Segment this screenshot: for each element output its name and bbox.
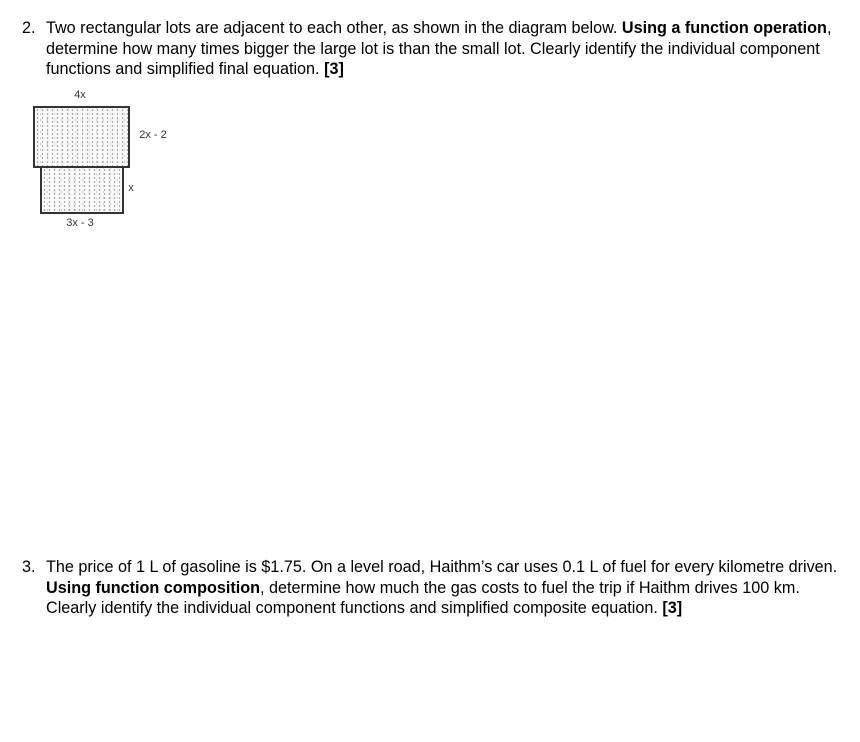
text-run: , determine how much the gas costs to fuel the trip if Haithm drives 100 km. Clearly identify the individual component functions and simplified composite equation. — [46, 578, 800, 618]
small-height-label: x — [128, 182, 134, 194]
question-text — [46, 18, 846, 80]
large-lot — [33, 106, 130, 168]
marks: [3] — [324, 60, 344, 79]
bold-run: Using a function operation — [621, 19, 827, 37]
small-width-label: 3x - 3 — [66, 217, 94, 229]
text-run: The price of 1 L of gasoline is $1.75. On a level road, Haithm’s car uses 0.1 L of fuel for every kilometre driven. — [46, 558, 838, 576]
question-number: 3. — [22, 558, 36, 576]
text-run: , determine how many times bigger the large lot is than the small lot. Clearly identify the individual component functions and simplified final equation. — [46, 19, 832, 79]
marks: [3] — [662, 599, 683, 618]
small-lot — [40, 166, 124, 214]
large-height-label: 2x - 2 — [139, 129, 167, 141]
question-number: 2. — [22, 19, 36, 37]
large-width-label: 4x — [74, 89, 86, 101]
question-text — [46, 557, 846, 619]
text-run: Two rectangular lots are adjacent to each other, as shown in the diagram below. — [46, 19, 622, 37]
bold-run: Using function composition — [46, 578, 261, 597]
